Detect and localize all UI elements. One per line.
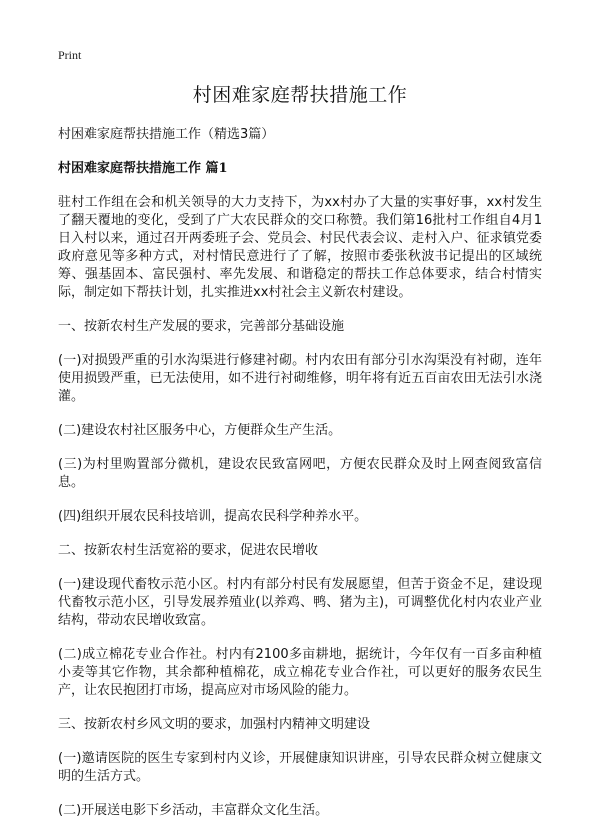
document-subtitle: 村困难家庭帮扶措施工作（精选3篇）: [58, 127, 275, 142]
computer-purchase-paragraph: (三)为村里购置部分微机，建设农民致富网吧，方便农民群众及时上网查阅致富信息。: [58, 457, 542, 490]
intro-paragraph: 驻村工作组在会和机关领导的大力支持下，为xx村办了大量的实事好事，xx村发生了翻天覆地的变化，受到了广大农民群众的交口称赞。我们第16批村工作组自4月1日入村以来，通过召开两委班子会、党员会、村民代表会议、走村入户、征求镇党委政府意见等多种方式，对村情民意进行了了解，按照市委张秋波书记提出的区域统筹、强基固本、富民强村、率先发展、和谐稳定的帮扶工作总体要求，结合村情实际，制定如下帮扶计划，扎实推进xx村社会主义新农村建设。: [58, 195, 542, 300]
film-activity-paragraph: (二)开展送电影下乡活动，丰富群众文化生活。: [58, 803, 329, 818]
health-clinic-paragraph: (一)邀请医院的医生专家到村内义诊，开展健康知识讲座，引导农民群众树立健康文明的生活方式。: [58, 751, 542, 784]
livestock-paragraph: (一)建设现代畜牧示范小区。村内有部分村民有发展愿望，但苦于资金不足，建设现代畜牧示范小区，引导发展养殖业(以养鸡、鸭、猪为主)，可调整优化村内农业产业结构，带动农民增收致富。: [58, 577, 542, 628]
canal-repair-paragraph: (一)对损毁严重的引水沟渠进行修建衬砌。村内农田有部分引水沟渠没有衬砌，连年使用损毁严重，已无法使用，如不进行衬砌维修，明年将有近五百亩农田无法引水浇灌。: [58, 353, 542, 404]
tech-training-paragraph: (四)组织开展农民科技培训，提高农民科学种养水平。: [58, 509, 368, 524]
section-heading: 村困难家庭帮扶措施工作 篇1: [58, 161, 228, 176]
section-two-heading: 二、按新农村生活宽裕的要求，促进农民增收: [58, 543, 319, 558]
document-title: 村困难家庭帮扶措施工作: [192, 84, 408, 106]
service-center-paragraph: (二)建设农村社区服务中心，方便群众生产生活。: [58, 423, 342, 438]
print-label: Print: [58, 48, 82, 62]
section-one-heading: 一、按新农村生产发展的要求，完善部分基础设施: [58, 319, 345, 334]
section-three-heading: 三、按新农村乡风文明的要求，加强村内精神文明建设: [58, 717, 371, 732]
cotton-cooperative-paragraph: (二)成立棉花专业合作社。村内有2100多亩耕地，据统计，今年仅有一百多亩种植小麦等其它作物，其余都种植棉花，成立棉花专业合作社，可以更好的服务农民生产，让农民抱团打市场，提高应对市场风险的能力。: [58, 647, 542, 698]
